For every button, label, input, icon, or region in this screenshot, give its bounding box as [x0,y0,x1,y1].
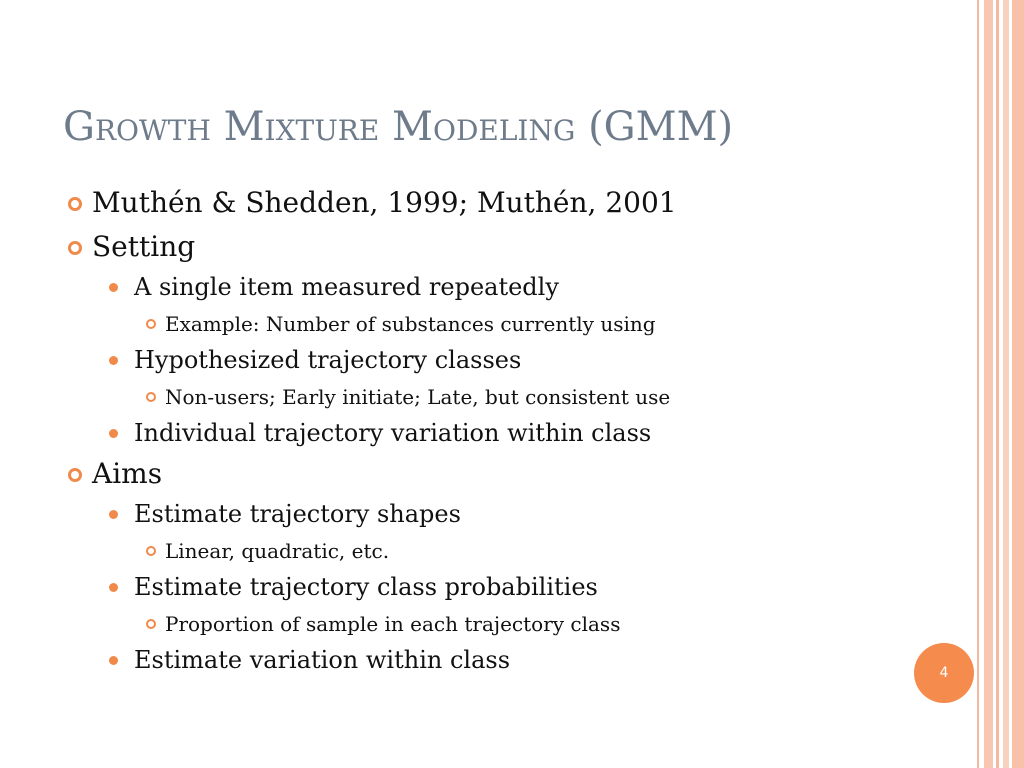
bullet-list [62,181,942,679]
sub-bullet-item [62,342,942,379]
sub-bullet-item [62,415,942,452]
sub-sub-bullet-item [62,533,942,569]
bullet-item [62,225,942,269]
decorative-stripe [977,0,979,768]
bullet-text: Setting [92,230,196,263]
sub-bullet-item [62,496,942,533]
ring-bullet-icon [68,241,82,255]
bullet-text: Estimate trajectory shapes [134,500,461,528]
ring-bullet-icon [68,197,82,211]
sub-sub-bullet-item [62,306,942,342]
bullet-text: A single item measured repeatedly [134,273,559,301]
decorative-stripe [1003,0,1009,768]
bullet-text: Non-users; Early initiate; Late, but consistent use [165,385,671,409]
sub-bullet-item [62,642,942,679]
bullet-text: Linear, quadratic, etc. [165,539,390,563]
bullet-text: Estimate variation within class [134,646,511,674]
small-ring-bullet-icon [146,319,156,329]
sub-bullet-item [62,569,942,606]
slide-title: Growth Mixture Modeling (GMM) [63,104,734,150]
bullet-text: Proportion of sample in each trajectory class [165,612,621,636]
bullet-item [62,181,942,225]
decorative-stripe [984,0,993,768]
dot-bullet-icon [109,583,118,592]
small-ring-bullet-icon [146,392,156,402]
sub-sub-bullet-item [62,606,942,642]
small-ring-bullet-icon [146,546,156,556]
small-ring-bullet-icon [146,619,156,629]
dot-bullet-icon [109,429,118,438]
bullet-text: Individual trajectory variation within class [134,419,652,447]
bullet-item [62,452,942,496]
bullet-text: Example: Number of substances currently using [165,312,656,336]
bullet-text: Estimate trajectory class probabilities [134,573,598,601]
ring-bullet-icon [68,468,82,482]
decorative-stripe [996,0,999,768]
dot-bullet-icon [109,283,118,292]
decorative-stripe [1012,0,1024,768]
dot-bullet-icon [109,656,118,665]
dot-bullet-icon [109,510,118,519]
sub-bullet-item [62,269,942,306]
bullet-text: Hypothesized trajectory classes [134,346,522,374]
bullet-text: Aims [92,457,163,490]
sub-sub-bullet-item [62,379,942,415]
dot-bullet-icon [109,356,118,365]
bullet-text: Muthén & Shedden, 1999; Muthén, 2001 [92,186,677,219]
page-number-badge: 4 [914,643,974,703]
